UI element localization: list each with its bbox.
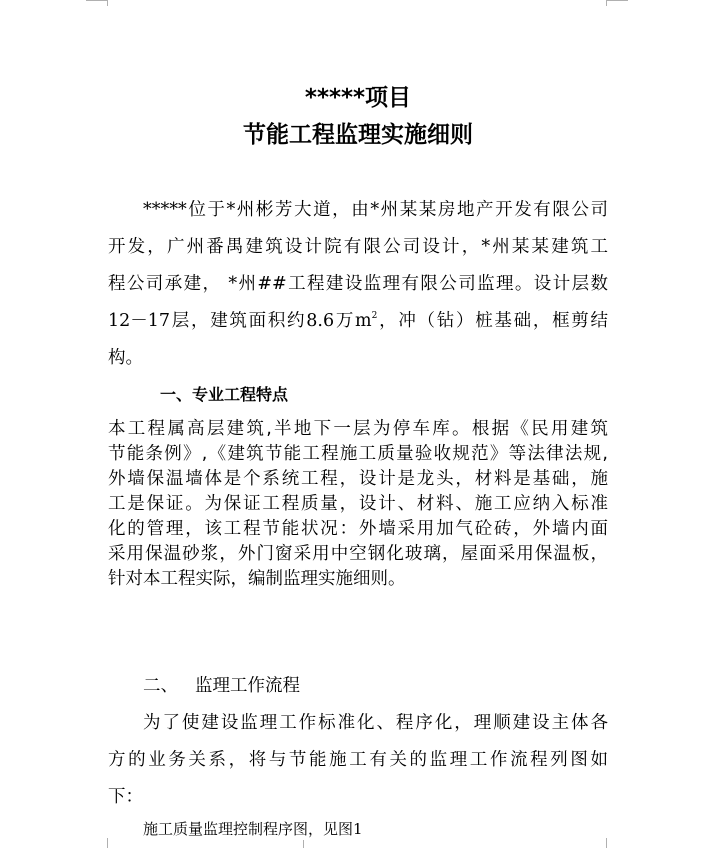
section-1-line-5: 化的管理，该工程节能状况：外墙采用加气砼砖，外墙内面 [108,519,608,539]
document-title-main: 节能工程监理实施细则 [243,122,473,148]
section-2-heading [143,673,300,699]
section-2-heading-text: 监理工作流程 [195,676,300,696]
section-1-line-6: 采用保温砂浆，外门窗采用中空钢化玻璃，屋面采用保温板， [108,544,608,564]
section-1-line-7: 针对本工程实际，编制监理实施细则。 [108,569,406,589]
intro-line-1: *****位于*州彬芳大道，由*州某某房地产开发有限公司 [143,200,608,220]
intro-line-4 [108,303,608,340]
margin-marker-bottom-right [606,838,607,848]
section-1-line-2: 节能条例》,《建筑节能工程施工质量验收规范》等法律法规, [108,444,608,464]
section-2-line-1: 为了使建设监理工作标准化、程序化，理顺建设主体各 [143,713,608,733]
margin-marker-top-left [86,0,108,1]
section-1-line-4: 工是保证。为保证工程质量，设计、材料、施工应纳入标准 [108,494,608,514]
intro-line-4-tail: ，冲（钻）桩基础，框剪结 [377,311,609,331]
intro-line-3: 程公司承建， *州##工程建设监理有限公司监理。设计层数 [108,274,608,294]
intro-line-4-text: 12－17层，建筑面积约8.6万m [108,311,372,331]
intro-line-2: 开发，广州番禺建筑设计院有限公司设计，*州某某建筑工 [108,237,608,257]
section-2-line-3: 下： [108,787,143,807]
margin-marker-bottom-middle [303,840,304,848]
document-title-project: *****项目 [304,85,412,111]
margin-marker-top-right [606,0,628,1]
margin-marker-bottom-left [107,838,108,848]
section-2-line-2: 方的业务关系，将与节能施工有关的监理工作流程列图如 [108,750,608,770]
section-1-line-3: 外墙保温墙体是个系统工程，设计是龙头，材料是基础，施 [108,469,608,489]
section-1-heading: 一、专业工程特点 [160,385,289,404]
section-2-heading-number: 二、 [143,676,178,696]
figure-reference-caption: 施工质量监理控制程序图，见图1 [143,820,363,838]
margin-marker-top-left-vertical [107,0,108,6]
intro-line-5: 构。 [108,348,143,368]
section-1-line-1: 本工程属高层建筑,半地下一层为停车库。根据《民用建筑 [108,419,608,439]
area-unit-superscript: 2 [371,311,378,321]
margin-marker-top-right-vertical [606,0,607,6]
